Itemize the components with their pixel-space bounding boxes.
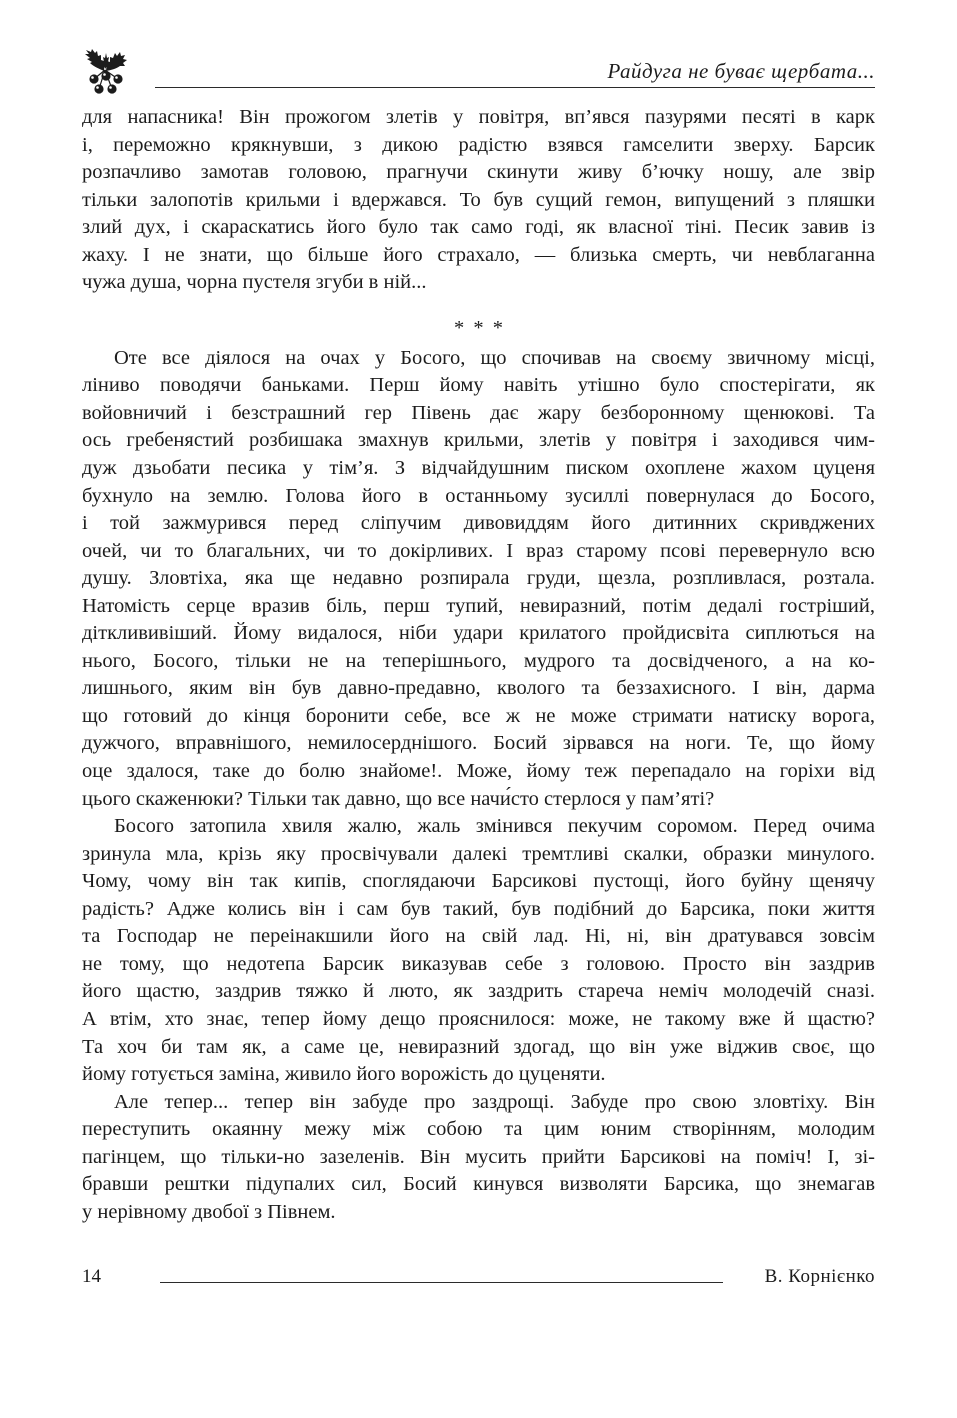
text-line: йому готується заміна, живило його ворожість до цуценяти.	[82, 1063, 606, 1086]
text-line: пагінцем, що тільки-но зазеленів. Він мусить прийти Барсикові на поміч! І, зі-	[82, 1145, 875, 1168]
text-line: та Господар не переінакшили його на свій лад. Ні, ні, він дратувався зовсім	[82, 925, 875, 948]
text-line: А втім, хто знає, тепер йому дещо прояснилося: може, не такому вже й щастю?	[82, 1007, 875, 1030]
text-column	[82, 104, 875, 1226]
leaves	[85, 49, 127, 71]
text-line: переступить окаянну межу між собою та цим юним створінням, молодим	[82, 1118, 875, 1141]
text-line: що готовий до кінця боронити себе, все ж не може стримати натиску ворога,	[82, 704, 875, 727]
paragraph	[82, 813, 875, 1088]
text-line: нього, Босого, тільки не на теперішнього, мудрого та досвідченого, а на ко-	[82, 649, 875, 672]
page-number: 14	[82, 1266, 101, 1287]
text-line: не тому, що недотепа Барсик виказував себе з головою. Просто він заздрив	[82, 952, 875, 975]
berry-highlight	[115, 76, 118, 79]
text-line: оце здалося, таке до болю знайоме!. Може, йому теж перепадало на горіхи від	[82, 760, 875, 783]
text-line: ліниво поводячи баньками. Перш йому навіть утішно було спостерігати, як	[82, 374, 875, 397]
text-line: злий дух, і скараскатись його було так само годі, як власної тіні. Песик завив із	[82, 216, 875, 239]
text-line: цього скаженюки? Тільки так давно, що все начи́сто стерлося у пам’яті?	[82, 787, 715, 810]
text-line: жаху. І не знати, що більше його страхало, — близька смерть, чи невблаганна	[82, 243, 875, 266]
text-line: ось гребенястий розбишака змахнув крильми, злетів у повітря і заходився чим-	[82, 429, 875, 452]
running-title: Райдуга не буває щербата...	[607, 59, 875, 83]
text-line: дуж дзьобати песика у тім’я. З відчайдушним писком охоплене жахом цуценя	[82, 457, 875, 480]
viburnum-sprig-icon	[80, 47, 130, 97]
paragraph	[82, 345, 875, 813]
text-line: бухнуло на землю. Голова його в останньому зусиллі повернулася до Босого,	[82, 484, 875, 507]
berry	[101, 71, 110, 80]
paragraph	[82, 104, 875, 297]
berry	[107, 84, 116, 93]
text-line: дітклививіший. Йому видалося, ніби удари крилатого пройдисвіта сиплються на	[82, 622, 875, 645]
text-line: тільки залопотів крильми і вдержався. То був сущий гемон, випущений з пляшки	[82, 188, 875, 211]
header-rule	[155, 87, 875, 88]
text-line: радість? Адже колись він і сам був такий, був подібний до Барсика, поки життя	[82, 897, 875, 920]
leaf-right	[106, 52, 127, 71]
berry	[89, 74, 98, 83]
text-line: чужа душа, чорна пустеля згуби в ній...	[82, 271, 427, 294]
text-line: для напасника! Він прожогом злетів у повітря, вп’явся пазурями песяті в карк	[82, 106, 875, 128]
berry-highlight	[103, 73, 106, 76]
berry-highlight	[96, 86, 99, 89]
author-name: В. Корнієнко	[764, 1266, 875, 1287]
text-line: і той зажмурився перед сліпучим дивовиддям його дитинних скривджених	[82, 512, 875, 535]
berry	[94, 84, 103, 93]
text-line: лишнього, яким він був давно-предавно, кволого та беззахисного. І він, дарма	[82, 677, 875, 700]
text-line: Чому, чому він так кипів, споглядаючи Барсикові пустощі, його буйну щенячу	[82, 870, 875, 893]
text-line: і, переможно крякнувши, з дикою радістю взявся гамселити зверху. Барсик	[82, 133, 875, 156]
berry-highlight	[91, 76, 94, 79]
text-line: душу. Зловтіха, яка ще недавно розпирала груди, щезла, розпливлася, розтала.	[82, 567, 875, 590]
berry	[113, 74, 122, 83]
text-line: розпачливо замотав головою, прагнучи скинути живу б’ючку ношу, але звір	[82, 161, 875, 184]
text-line: войовничий і безстрашний гер Півень дає жару безборонному щенюкові. Та	[82, 401, 875, 424]
text-line: дужчого, вправнішого, немилосерднішого. Босий зірвався на ноги. Те, що йому	[82, 732, 875, 755]
footer-rule	[160, 1282, 723, 1283]
paragraph	[82, 1089, 875, 1227]
berries	[89, 71, 122, 93]
text-line: Босого затопила хвиля жалю, жаль змінився пекучим соромом. Перед очима	[114, 815, 875, 838]
text-line: Але тепер... тепер він забуде про заздрощі. Забуде про свою зловтіху. Він	[114, 1090, 875, 1113]
berry-highlight	[109, 86, 112, 89]
leaf-left	[85, 49, 104, 71]
text-line: Оте все діялося на очах у Босого, що спочивав на своєму звичному місці,	[114, 346, 875, 369]
text-line: зринула мла, крізь яку просвічували далекі тремтливі скалки, образки минулого.	[82, 842, 875, 865]
text-line: Та хоч би там як, а саме це, невиразний здогад, що він уже віджив своє, що	[82, 1035, 875, 1058]
text-line: у нерівному двобої з Півнем.	[82, 1200, 336, 1223]
text-line: очей, чи то благальних, чи то докірливих. І враз старому псові перевернуло всю	[82, 539, 875, 562]
text-line: його щастю, заздрив тяжко й люто, як заздрить стареча неміч молодечій сназі.	[82, 980, 875, 1003]
section-separator: * * *	[454, 316, 503, 339]
text-line: бравши рештки підупалих сил, Босий кинувся визволяти Барсика, що знемагав	[82, 1173, 875, 1196]
text-line: Натомість серце вразив біль, перш тупий, невиразний, потім дедалі гостріший,	[82, 594, 875, 617]
